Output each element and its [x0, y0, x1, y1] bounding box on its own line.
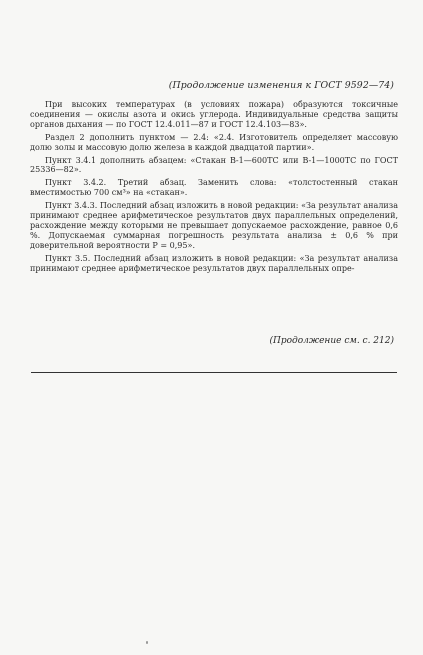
scan-speck [146, 641, 148, 644]
paragraph-4: Пункт 3.4.2. Третий абзац. Заменить слова: «толстостенный стакан вместимостью 700 см³» на «стакан». [30, 178, 398, 198]
horizontal-rule [31, 372, 397, 373]
paragraph-3: Пункт 3.4.1 дополнить абзацем: «Стакан В-1—600ТС или В-1—1000ТС по ГОСТ 25336—82». [30, 155, 398, 175]
paragraph-1: При высоких температурах (в условиях пожара) образуются токсичные соединения — окислы азота и окись углерода. Индивидуальные средства защиты органов дыхания — по ГОСТ 12.4.011—87 и ГОСТ 12.4.103—83». [30, 100, 398, 129]
paragraph-5: Пункт 3.4.3. Последний абзац изложить в новой редакции: «За результат анализа принимают среднее арифметическое результатов двух параллельных определений, расхождение между которыми не превышает допускаемое расхождение, равное 0,6 %. Допускаемая суммарная погрешность результата анализа ± 0,6 % при доверительной вероятности Р = 0,95». [30, 201, 398, 250]
continuation-header: (Продолжение изменения к ГОСТ 9592—74) [168, 80, 394, 91]
continuation-note: (Продолжение см. с. 212) [269, 336, 394, 346]
paragraph-2: Раздел 2 дополнить пунктом — 2.4: «2.4. Изготовитель определяет массовую долю золы и массовую долю железа в каждой двадцатой партии». [30, 132, 398, 152]
paragraph-6: Пункт 3.5. Последний абзац изложить в новой редакции: «За результат анализа принимают среднее арифметическое результатов двух параллельных опре- [30, 253, 398, 273]
body-text [30, 100, 398, 277]
